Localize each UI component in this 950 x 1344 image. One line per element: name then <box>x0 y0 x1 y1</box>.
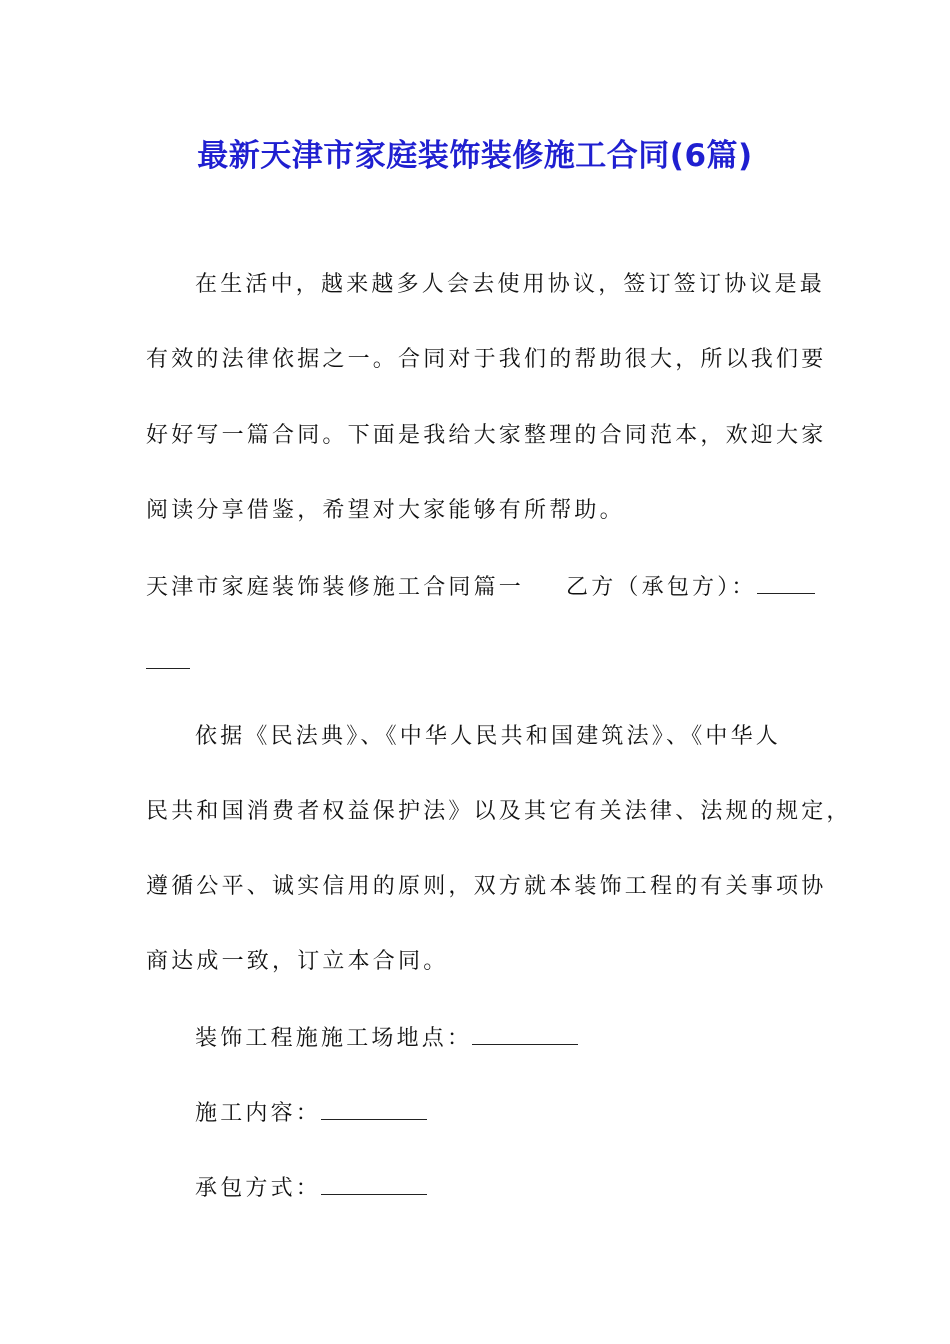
party-b-blank-line-cont[interactable] <box>146 646 190 669</box>
basis-line-2: 民共和国消费者权益保护法》以及其它有关法律、法规的规定， <box>146 799 852 824</box>
intro-line-3: 好好写一篇合同。下面是我给大家整理的合同范本，欢迎大家 <box>146 423 827 448</box>
party-b-blank-continuation <box>146 646 190 678</box>
field-site-location-blank[interactable] <box>472 1022 578 1045</box>
field-contract-method-label: 承包方式： <box>195 1176 322 1201</box>
basis-line-4: 商达成一致，订立本合同。 <box>146 949 449 974</box>
intro-line-4: 阅读分享借鉴，希望对大家能够有所帮助。 <box>146 498 625 523</box>
section-heading: 天津市家庭装饰装修施工合同篇一 <box>146 575 525 600</box>
intro-line-2: 有效的法律依据之一。合同对于我们的帮助很大，所以我们要 <box>146 347 827 372</box>
field-construction-content-blank[interactable] <box>321 1097 427 1120</box>
section-heading-row <box>146 571 815 603</box>
field-site-location-label: 装饰工程施施工场地点： <box>195 1026 473 1051</box>
field-site-location <box>195 1022 578 1054</box>
party-b-label: 乙方（承包方）： <box>566 575 757 600</box>
document-title: 最新天津市家庭装饰装修施工合同(6篇) <box>197 138 753 174</box>
basis-line-3: 遵循公平、诚实信用的原则，双方就本装饰工程的有关事项协 <box>146 874 827 899</box>
field-construction-content-label: 施工内容： <box>195 1101 322 1126</box>
field-construction-content <box>195 1097 427 1129</box>
field-contract-method <box>195 1172 427 1204</box>
field-contract-method-blank[interactable] <box>321 1172 427 1195</box>
intro-line-1: 在生活中，越来越多人会去使用协议，签订签订协议是最 <box>195 272 826 297</box>
basis-line-1: 依据《民法典》、《中华人民共和国建筑法》、《中华人 <box>195 724 782 749</box>
party-b-blank-line[interactable] <box>757 571 815 594</box>
